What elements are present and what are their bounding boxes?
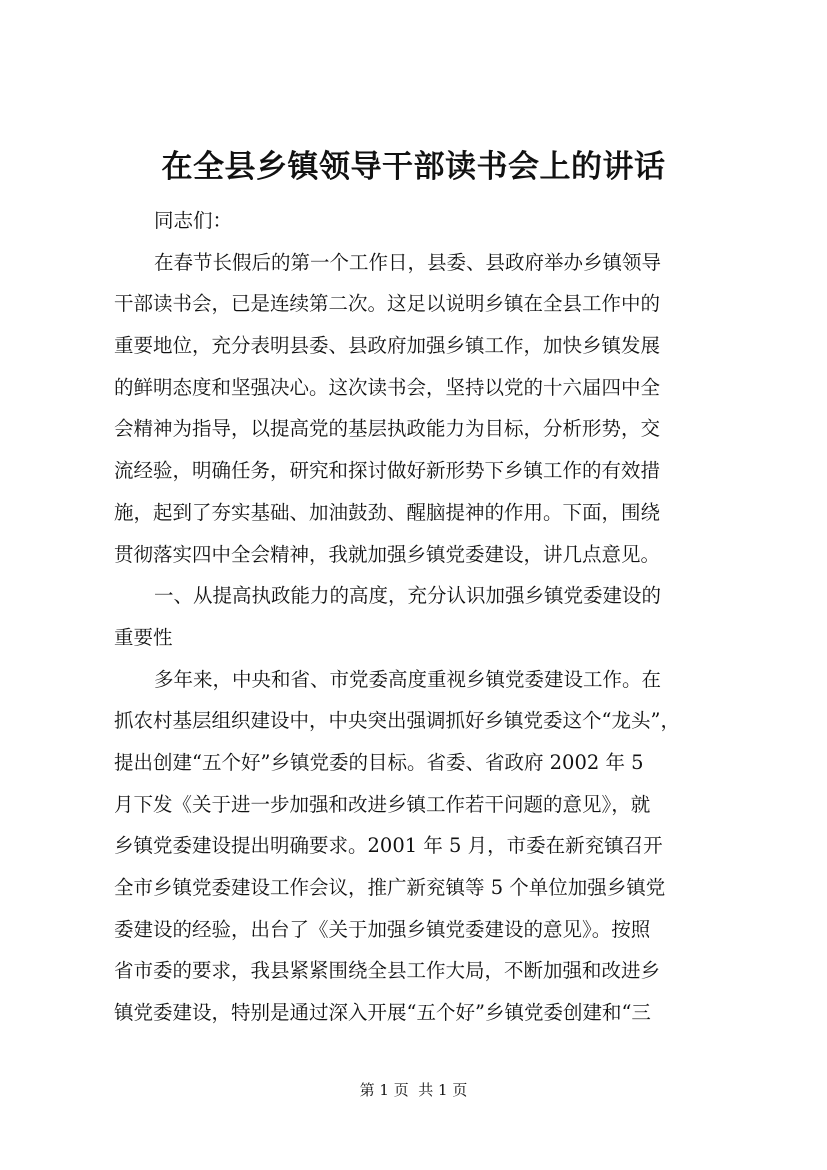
paragraph-line: 省市委的要求，我县紧紧围绕全县工作大局，不断加强和改进乡 [114, 959, 661, 983]
section-heading-line: 重要性 [114, 625, 173, 649]
paragraph-line: 月下发《关于进一步加强和改进乡镇工作若干问题的意见》，就 [114, 792, 651, 816]
page-footer [0, 1080, 827, 1100]
paragraph-line: 施，起到了夯实基础、加油鼓劲、醒脑提神的作用。下面，围绕 [114, 500, 661, 524]
paragraph-line: 贯彻落实四中全会精神，我就加强乡镇党委建设，讲几点意见。 [114, 542, 661, 566]
paragraph-line: 多年来，中央和省、市党委高度重视乡镇党委建设工作。在 [154, 667, 662, 691]
document-body [114, 200, 718, 1034]
salutation-line: 同志们： [154, 209, 233, 232]
paragraph-line: 抓农村基层组织建设中，中央突出强调抓好乡镇党委这个“龙头”， [114, 709, 680, 733]
document-title: 在全县乡镇领导干部读书会上的讲话 [161, 149, 666, 185]
paragraph-line: 重要地位，充分表明县委、县政府加强乡镇工作，加快乡镇发展 [114, 334, 661, 358]
paragraph-line: 干部读书会，已是连续第二次。这足以说明乡镇在全县工作中的 [114, 292, 661, 316]
paragraph-line: 提出创建“五个好”乡镇党委的目标。省委、省政府 2002 年 5 [114, 750, 644, 774]
page-number: 第 1 页 共 1 页 [359, 1081, 468, 1099]
paragraph-line: 会精神为指导，以提高党的基层执政能力为目标，分析形势，交 [114, 417, 661, 441]
paragraph-line: 乡镇党委建设提出明确要求。2001 年 5 月，市委在新兖镇召开 [114, 834, 663, 858]
section-heading-line: 一、从提高执政能力的高度，充分认识加强乡镇党委建设的 [154, 584, 662, 608]
paragraph-line: 在春节长假后的第一个工作日，县委、县政府举办乡镇领导 [154, 250, 662, 274]
paragraph-line: 全市乡镇党委建设工作会议，推广新兖镇等 5 个单位加强乡镇党 [114, 876, 666, 899]
paragraph-line: 的鲜明态度和坚强决心。这次读书会，坚持以党的十六届四中全 [114, 375, 661, 399]
paragraph-line: 镇党委建设，特别是通过深入开展“五个好”乡镇党委创建和“三 [114, 1001, 651, 1025]
paragraph-line: 流经验，明确任务，研究和探讨做好新形势下乡镇工作的有效措 [114, 459, 661, 483]
paragraph-line: 委建设的经验，出台了《关于加强乡镇党委建设的意见》。按照 [114, 917, 651, 941]
